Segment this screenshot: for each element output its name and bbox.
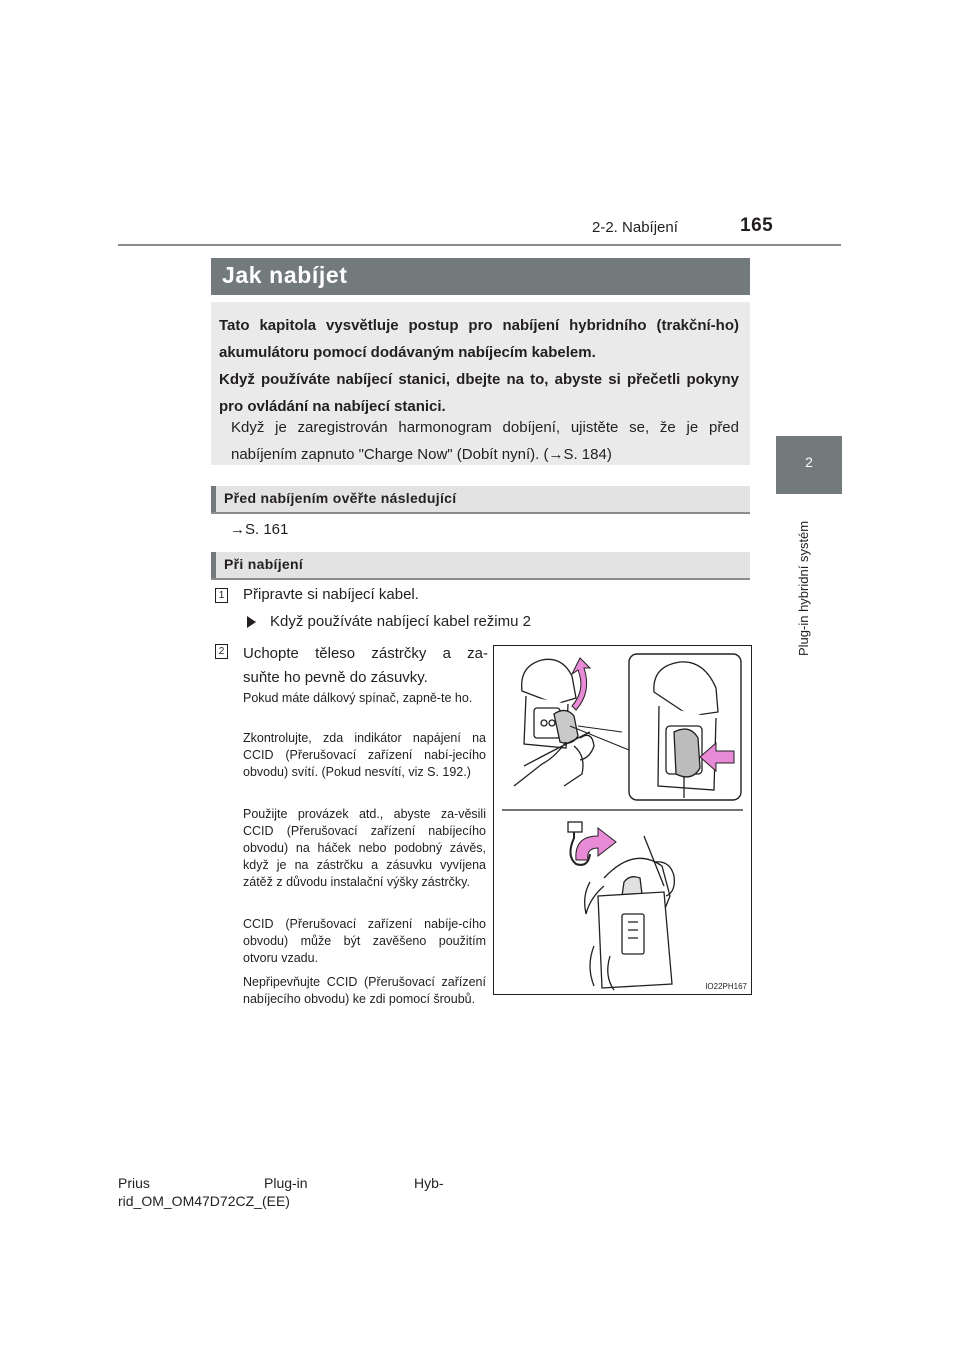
footer-line-2: rid_OM_OM47D72CZ_(EE)	[118, 1193, 290, 1209]
step-1-subitem: Když používáte nabíjecí kabel režimu 2	[270, 613, 531, 630]
hang-ccid-arrow-icon	[576, 828, 616, 860]
footer-line-1	[118, 1174, 444, 1192]
illustration-drawing	[494, 646, 751, 994]
footer-word-1: Prius	[118, 1175, 150, 1191]
charging-illustration	[493, 645, 752, 995]
intro-paragraph-1: Tato kapitola vysvětluje postup pro nabíjení hybridního (trakční-ho) akumulátoru pomocí dodávaným nabíjecím kabelem.	[219, 317, 739, 361]
note-power-indicator: Zkontrolujte, zda indikátor napájení na CCID (Přerušovací zařízení nabí-jecího obvodu) svítí. (Pokud nesvítí, viz S. 192.)	[243, 731, 486, 779]
page-footer	[118, 1174, 444, 1210]
section-reference: 2-2. Nabíjení	[592, 219, 678, 236]
intro-paragraph-2: Když používáte nabíjecí stanici, dbejte na to, abyste si přečetli pokyny pro ovládání na nabíjecí stanici.	[219, 371, 739, 415]
lift-cover-arrow-icon	[572, 658, 590, 710]
section-heading-text: Před nabíjením ověřte následující	[224, 490, 457, 506]
step-2-line-1: Uchopte těleso zástrčky a za-	[243, 645, 488, 662]
page-number: 165	[740, 215, 774, 236]
cross-reference: →S. 161	[230, 521, 289, 538]
outlet-hand-drawing	[514, 659, 622, 786]
note-no-screws: Nepřipevňujte CCID (Přerušovací zařízení nabíjecího obvodu) ke zdi pomocí šroubů.	[243, 975, 486, 1006]
note-hang-ccid: Použijte provázek atd., abyste za-věsili CCID (Přerušovací zařízení nabíjecího obvodu) na háček nebo podobný závěs, když je na zástrčku a zásuvku vyvíjena zátěž z důvodu instalační výšky zástrčky.	[243, 807, 486, 889]
page-title-bar	[211, 258, 750, 295]
chapter-tab	[776, 436, 842, 494]
section-heading-text: Při nabíjení	[224, 556, 304, 572]
footer-word-2: Plug-in	[264, 1175, 308, 1191]
inset-outlet-drawing	[654, 662, 718, 798]
footer-word-3: Hyb-	[414, 1175, 444, 1191]
step-2-line-2: suňte ho pevně do zásuvky.	[243, 669, 428, 686]
triangle-bullet-icon	[247, 616, 256, 628]
intro-box	[211, 302, 750, 465]
step-1-text: Připravte si nabíjecí kabel.	[243, 586, 419, 603]
step-2-text	[243, 642, 488, 690]
figure-code: IO22PH167	[705, 982, 747, 991]
header-divider	[118, 244, 841, 246]
page-title: Jak nabíjet	[222, 262, 348, 288]
chapter-side-label-text: Plug-in hybridní systém	[796, 520, 811, 656]
note-remote-switch: Pokud máte dálkový spínač, zapně-te ho.	[243, 691, 473, 705]
section-heading-before-charging	[211, 486, 750, 514]
note-rear-hole: CCID (Přerušovací zařízení nabíje-cího obvodu) může být zavěšeno použitím otvoru vzadu.	[243, 917, 486, 965]
step-number-box: 2	[215, 644, 228, 659]
chapter-side-label	[794, 506, 812, 656]
chapter-tab-number: 2	[805, 454, 813, 470]
intro-paragraph-3: Když je zaregistrován harmonogram dobíjení, ujistěte se, že je před nabíjením zapnuto "Charge Now" (Dobít nyní). (→S. 184)	[231, 419, 739, 463]
step-number-box: 1	[215, 588, 228, 603]
section-heading-charging	[211, 552, 750, 580]
